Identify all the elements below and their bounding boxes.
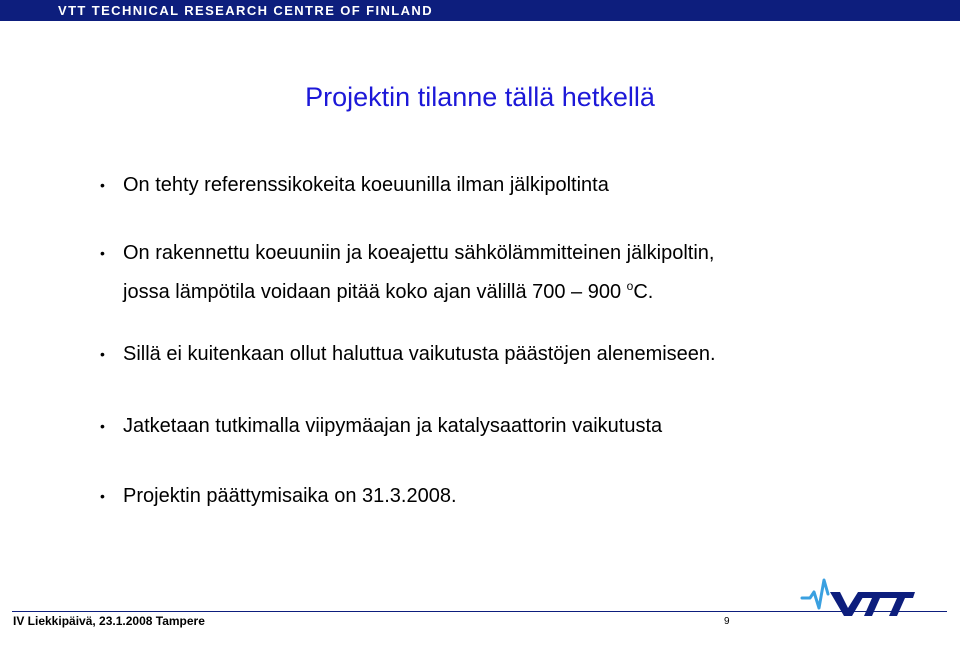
bullet-item — [100, 480, 920, 513]
bullet-item — [100, 169, 920, 202]
bullet-dot-icon: • — [100, 346, 105, 362]
bullet-text: On tehty referenssikokeita koeuunilla ilman jälkipoltinta — [123, 174, 609, 196]
bullet-text-line2: jossa lämpötila voidaan pitää koko ajan välillä 700 – 900 — [123, 281, 627, 303]
bullet-dot-icon: • — [100, 177, 105, 193]
bullet-item — [100, 338, 920, 371]
logo-wave-icon — [802, 580, 828, 608]
bullet-item — [100, 410, 920, 443]
footer-divider — [12, 611, 947, 612]
logo-letters — [830, 592, 915, 616]
header-bar — [0, 0, 960, 21]
bullet-dot-icon: • — [100, 418, 105, 434]
degree-superscript: o — [626, 279, 634, 293]
bullet-text-line1: On rakennettu koeuuniin ja koeajettu sähkölämmitteinen jälkipoltin, — [123, 242, 715, 264]
bullet-text-unit: C. — [633, 281, 654, 303]
bullet-text: Projektin päättymisaika on 31.3.2008. — [123, 485, 457, 507]
bullet-text — [123, 237, 920, 309]
footer-event: IV Liekkipäivä, 23.1.2008 Tampere — [13, 614, 205, 628]
header-org-name: VTT TECHNICAL RESEARCH CENTRE OF FINLAND — [58, 3, 433, 18]
bullet-text: Jatketaan tutkimalla viipymäajan ja katalysaattorin vaikutusta — [123, 415, 663, 437]
bullet-dot-icon: • — [100, 245, 105, 261]
slide-title: Projektin tilanne tällä hetkellä — [305, 82, 655, 112]
bullet-dot-icon: • — [100, 488, 105, 504]
vtt-logo — [800, 574, 915, 622]
page-number: 9 — [724, 616, 730, 627]
bullet-text: Sillä ei kuitenkaan ollut haluttua vaikutusta päästöjen alenemiseen. — [123, 343, 716, 365]
bullet-item — [100, 237, 920, 309]
